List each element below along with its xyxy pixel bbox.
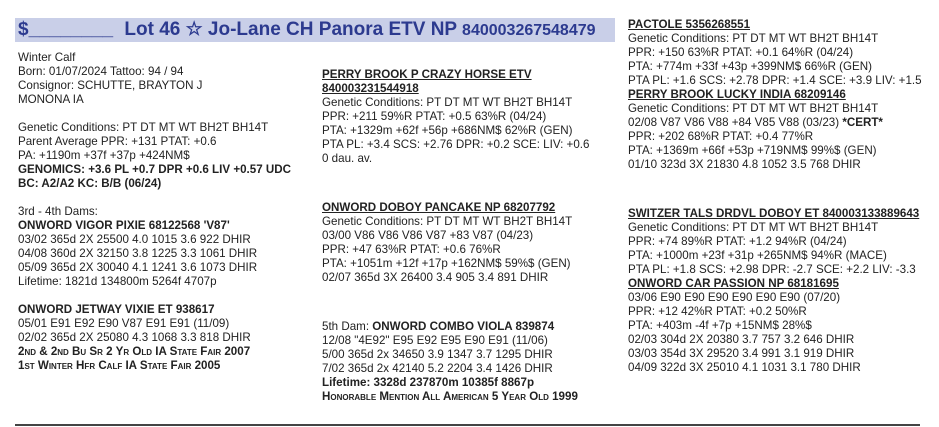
spacer (322, 166, 589, 180)
text-line: PERRY BROOK P CRAZY HORSE ETV (322, 68, 532, 81)
text-line: BC: A2/A2 KC: B/B (06/24) (18, 177, 162, 190)
label: 5th Dam: (322, 320, 373, 333)
dam-name: ONWORD COMBO VIOLA 839874 (372, 320, 555, 333)
text-line: SWITZER TALS DRDVL DOBOY ET 840003133889643 (628, 207, 920, 220)
text-line: PA: +1190m +37f +37p +424NM$ (18, 149, 190, 162)
text-line: PTA: +1000m +23f +31p +265NM$ 94%R (MACE) (628, 249, 887, 262)
text-line: Lifetime: 3328d 237870m 10385f 8867p (322, 376, 535, 389)
text-line: PTA: +1369m +66f +53p +719NM$ 99%$ (GEN) (628, 144, 877, 157)
text-line: 03/02 365d 2X 25500 4.0 1015 3.6 922 DHIR (18, 233, 251, 246)
spacer (628, 172, 922, 186)
text-line: PPR: +211 59%R PTAT: +0.5 63%R (04/24) (322, 110, 547, 123)
text-line: PERRY BROOK LUCKY INDIA 68209146 (628, 88, 846, 101)
text-line: ONWORD DOBOY PANCAKE NP 68207792 (322, 201, 556, 214)
text-line: PACTOLE 5356268551 (628, 18, 751, 31)
text-line: PPR: +202 68%R PTAT: +0.4 77%R (628, 130, 814, 143)
text-line: ONWORD VIGOR PIXIE 68122568 'V87' (18, 219, 230, 232)
text-line: PTA PL: +1.6 SCS: +2.78 DPR: +1.4 SCE: +3.9 LIV: +1.5 (628, 74, 922, 87)
text-line: 0 dau. av. (322, 152, 373, 165)
text-line: PTA PL: +1.8 SCS: +2.98 DPR: -2.7 SCE: +2.2 LIV: -3.3 (628, 263, 916, 276)
bottom-rule (15, 424, 920, 426)
text-line (628, 116, 922, 130)
text-line: PPR: +47 63%R PTAT: +0.6 76%R (322, 243, 501, 256)
text-line: Genetic Conditions: PT DT MT WT BH2T BH14T (322, 96, 573, 109)
text-line: 02/02 365d 2X 25080 4.3 1068 3.3 818 DHIR (18, 331, 251, 344)
text-line: PPR: +12 42%R PTAT: +0.2 50%R (628, 305, 807, 318)
text-line: PTA: +774m +33f +43p +399NM$ 66%R (GEN) (628, 60, 873, 73)
text-line: 03/06 E90 E90 E90 E90 E90 E90 (07/20) (628, 291, 841, 304)
text-line: PTA: +1051m +12f +17p +162NM$ 59%$ (GEN) (322, 257, 571, 270)
text-line: PTA: +403m -4f +7p +15NM$ 28%$ (628, 319, 812, 332)
text-line: 12/08 "4E92" E95 E92 E95 E90 E91 (11/06) (322, 334, 548, 347)
text-line: ONWORD JETWAY VIXIE ET 938617 (18, 303, 215, 316)
price-blank: $________ (18, 19, 114, 40)
text-line: 7/02 365d 2x 42140 5.2 2204 3.4 1426 DHIR (322, 362, 553, 375)
text-line: 05/01 E91 E92 E90 V87 E91 E91 (11/09) (18, 317, 230, 330)
spacer (322, 299, 589, 320)
spacer (322, 285, 589, 299)
spacer (18, 191, 291, 205)
text-line: 1st Winter Hfr Calf IA State Fair 2005 (18, 359, 221, 372)
column-sire-dam (322, 68, 589, 404)
text-line: Winter Calf (18, 51, 76, 64)
text-line (322, 320, 589, 334)
text-line: Born: 01/07/2024 Tattoo: 94 / 94 (18, 65, 184, 78)
text-line: 05/09 365d 2X 30040 4.1 1241 3.6 1073 DHIR (18, 261, 258, 274)
lot-header (15, 18, 615, 42)
text-line: 02/03 304d 2X 20380 3.7 757 3.2 646 DHIR (628, 333, 855, 346)
text-line: Genetic Conditions: PT DT MT WT BH2T BH14T (628, 102, 879, 115)
classification: 02/08 V87 V86 V88 +84 V85 V88 (03/23) (628, 116, 843, 129)
spacer (18, 107, 291, 121)
lot-registration: 840003267548479 (462, 22, 596, 39)
lot-title: Lot 46 ☆ Jo-Lane CH Panora ETV NP (124, 19, 457, 40)
text-line: Parent Average PPR: +131 PTAT: +0.6 (18, 135, 217, 148)
text-line: Genetic Conditions: PT DT MT WT BH2T BH14T (628, 32, 879, 45)
text-line: PPR: +74 89%R PTAT: +1.2 94%R (04/24) (628, 235, 847, 248)
text-line: Genetic Conditions: PT DT MT WT BH2T BH14T (322, 215, 573, 228)
text-line: MONONA IA (18, 93, 84, 106)
text-line: Genetic Conditions: PT DT MT WT BH2T BH14T (18, 121, 269, 134)
text-line: PTA: +1329m +62f +56p +686NM$ 62%R (GEN) (322, 124, 573, 137)
text-line: Consignor: SCHUTTE, BRAYTON J (18, 79, 203, 92)
text-line: 02/07 365d 3X 26400 3.4 905 3.4 891 DHIR (322, 271, 549, 284)
text-line: ONWORD CAR PASSION NP 68181695 (628, 277, 839, 290)
text-line: GENOMICS: +3.6 PL +0.7 DPR +0.6 LIV +0.57 UDC (18, 163, 291, 176)
spacer (628, 186, 922, 207)
text-line: 03/00 V86 V86 V86 V87 +83 V87 (04/23) (322, 229, 534, 242)
text-line: Lifetime: 1821d 134800m 5264f 4707p (18, 275, 217, 288)
spacer (18, 289, 291, 303)
text-line: 04/09 322d 3X 25010 4.1 1031 3.1 780 DHIR (628, 361, 861, 374)
text-line: PPR: +150 63%R PTAT: +0.1 64%R (04/24) (628, 46, 854, 59)
cert-badge: *CERT* (842, 116, 883, 129)
text-line: 2nd & 2nd Bu Sr 2 Yr Old IA State Fair 2007 (18, 345, 251, 358)
column-animal-info (18, 51, 291, 373)
text-line: PTA PL: +3.4 SCS: +2.76 DPR: +0.2 SCE: LIV: +0.6 (322, 138, 590, 151)
spacer (322, 180, 589, 201)
text-line: Genetic Conditions: PT DT MT WT BH2T BH14T (628, 221, 879, 234)
column-pedigree-right (628, 18, 922, 375)
text-line: 840003231544918 (322, 82, 419, 95)
text-line: 03/03 354d 3X 29520 3.4 991 3.1 919 DHIR (628, 347, 855, 360)
text-line: 04/08 360d 2X 32150 3.8 1225 3.3 1061 DHIR (18, 247, 258, 260)
text-line: Honorable Mention All American 5 Year Old 1999 (322, 390, 578, 403)
text-line: 5/00 365d 2x 34650 3.9 1347 3.7 1295 DHIR (322, 348, 553, 361)
text-line: 01/10 323d 3X 21830 4.8 1052 3.5 768 DHIR (628, 158, 861, 171)
text-line: 3rd - 4th Dams: (18, 205, 98, 218)
